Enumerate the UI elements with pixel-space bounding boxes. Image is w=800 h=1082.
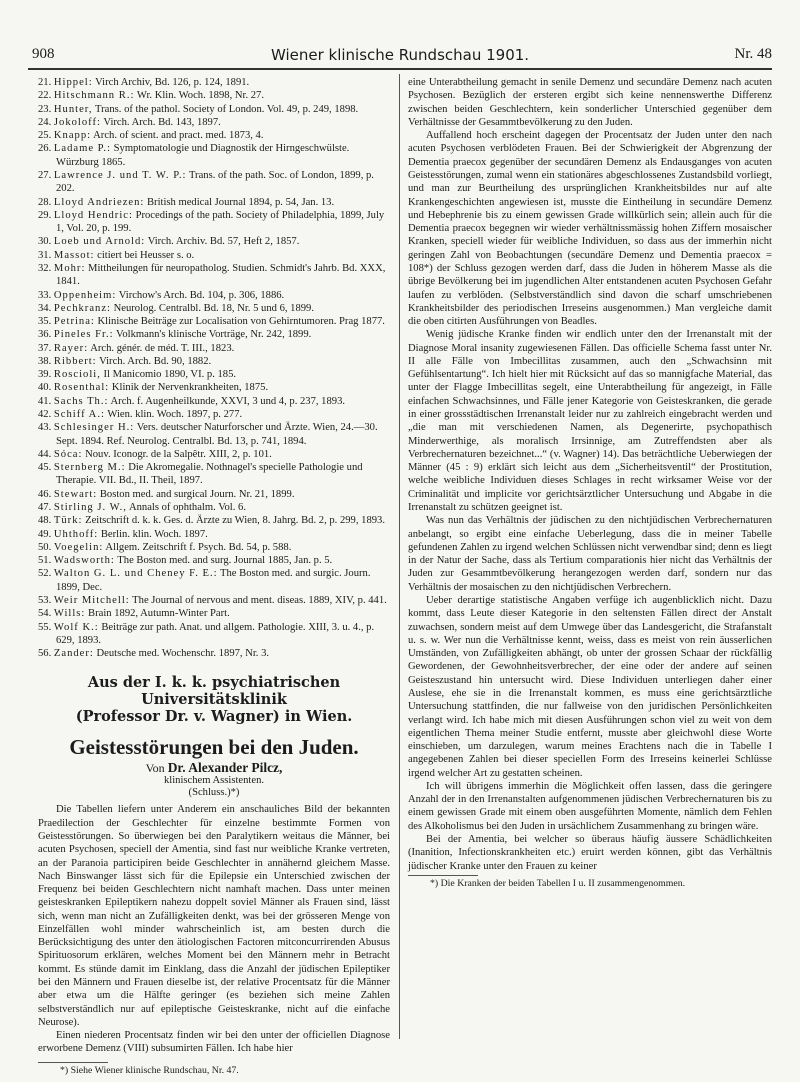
reference-number: 56. (38, 648, 52, 660)
reference-author: Roscioli, (53, 369, 101, 381)
reference-text: Mittheilungen für neuropatholog. Studien. Schmidt's Jahrb. Bd. XXX, 1841. (56, 262, 386, 288)
reference-item (38, 315, 390, 328)
reference-author: Hitschmann R.: (53, 90, 135, 102)
reference-text: Berlin. klin. Woch. 1897. (98, 528, 208, 540)
reference-item (38, 76, 390, 89)
reference-text: Il Manicomio 1890, VI. p. 185. (100, 369, 237, 381)
reference-number: 51. (38, 555, 52, 567)
reference-author: Oppenheim: (53, 289, 117, 301)
reference-text: Boston med. and surgical Journ. Nr. 21, 1899. (97, 488, 295, 500)
reference-author: Jokoloff: (53, 116, 101, 128)
reference-author: Pechkranz: (53, 302, 111, 314)
reference-author: Lloyd Andriezen: (53, 196, 145, 208)
reference-author: Stirling J. W., (53, 502, 127, 513)
reference-author: Pineles Fr.: (53, 329, 114, 341)
reference-item (38, 607, 390, 620)
reference-text: Die Akromegalie. Nothnagel's specielle Pathologie und Therapie. VII. Bd., II. Theil, 1897. (56, 462, 363, 487)
reference-text: Brain 1892, Autumn-Winter Part. (85, 608, 230, 620)
reference-item (38, 368, 390, 381)
reference-number: 24. (38, 116, 52, 128)
section-heading-line2: (Professor Dr. v. Wagner) in Wien. (75, 708, 353, 726)
reference-item (38, 461, 390, 488)
journal-title: Wiener klinische Rundschau 1901. (270, 46, 530, 64)
reference-number: 53. (38, 594, 52, 606)
reference-number: 23. (38, 103, 52, 115)
reference-text: Annals of ophthalm. Vol. 6. (126, 502, 246, 513)
reference-item (38, 554, 390, 567)
column-divider (399, 74, 400, 1039)
reference-number: 46. (38, 488, 52, 500)
reference-author: Sóca: (53, 448, 83, 460)
reference-item (38, 342, 390, 355)
reference-number: 48. (38, 515, 52, 527)
issue-number: Nr. 48 (734, 46, 772, 62)
reference-text: Wien. klin. Woch. 1897, p. 277. (104, 409, 243, 421)
reference-item (38, 488, 390, 501)
reference-item (38, 408, 390, 421)
body-paragraph: eine Unterabtheilung gemacht in senile Demenz und secundäre Demenz nach acuten Psychosen. Bezüglich der ersteren ergibt sich keine nennenswerthe Differenz zwischen beiden Geschlechtern, kein sonderlicher Unterschied gegenüber dem Verhältnisse der Gesammtbevölkerung zu den Juden. (408, 77, 772, 128)
reference-number: 27. (38, 169, 52, 181)
reference-number: 40. (38, 382, 52, 394)
reference-author: Knapp: (53, 130, 92, 142)
reference-number: 35. (38, 316, 52, 328)
reference-author: Loeb und Arnold: (53, 236, 146, 248)
body-paragraph: Wenig jüdische Kranke finden wir endlich unter den der Irrenanstalt mit der Diagnose Moral insanity zugewiesenen Fällen. Das officielle Schema fasst unter Nr. II alle Fälle von Imbecillitas zusammen, auch den „Schwachsinn mit Gefühlsentartung“. Ich hielt hier mit Rücksicht auf das so mannigfache Material, das unter der Flagge Imbecillitas segelt, eine Unterabtheilung für angezeigt, in Fälle einfachen Schwachsinnes, und Fälle jener Kategorie von Geisteskranken, die gerade in einer grossstädtischen Irrenanstalt leider nur zu zahlreich eingebracht werden und „die man mit verschiedenen Namen, als Degenerirte, psychopathisch Minderwerthige, als moralisch Irrsinnige, am Zutreffendsten aber als Verbrechernaturen bezeichnet...“ (v. Wagner) 14). Das beträchtliche Ueberwiegen der Männer (45 : 9) erklärt sich leicht aus dem „Sicherheitsventil“ der Prostitution, welche weibliche Individuen dieses Schlages in recht wirksamer Weise vor der Criminalität und implicite vor gerichtsärztlicher Untersuchung und Abgabe in die Irrenanstalt zu schützen geeignet ist. (408, 329, 772, 513)
reference-author: Wadsworth: (53, 555, 115, 567)
reference-item (38, 169, 390, 196)
reference-number: 25. (38, 130, 52, 142)
author-role: klinischem Assistenten. (163, 775, 265, 787)
reference-number: 31. (38, 249, 52, 261)
reference-number: 28. (38, 196, 52, 208)
reference-text: Klinische Beiträge zur Localisation von Gehirntumoren. Prag 1877. (94, 316, 385, 328)
reference-number: 45. (38, 462, 52, 474)
reference-number: 54. (38, 608, 52, 620)
reference-number: 34. (38, 302, 52, 314)
footnote-rule (408, 875, 478, 876)
reference-number: 50. (38, 541, 52, 553)
reference-text: Virchow's Arch. Bd. 104, p. 306, 1886. (116, 289, 285, 301)
reference-item (38, 262, 390, 289)
reference-item (38, 448, 390, 461)
reference-text: Nouv. Iconogr. de la Salpêtr. XIII, 2, p. 101. (82, 448, 272, 460)
page-header (28, 46, 772, 66)
reference-text: The Journal of nervous and ment. diseas. 1889, XIV, p. 441. (129, 594, 387, 606)
reference-item (38, 289, 390, 302)
reference-number: 30. (38, 236, 52, 248)
reference-text: Beiträge zur path. Anat. und allgem. Pathologie. XIII, 3. u. 4., p. 629, 1893. (56, 621, 375, 646)
reference-list (38, 76, 390, 660)
article-author: Dr. Alexander Pilcz, (167, 760, 283, 776)
reference-author: Türk: (53, 515, 83, 527)
reference-text: Symptomatologie und Diagnostik der Hirngeschwülste. Würzburg 1865. (56, 143, 350, 168)
reference-item (38, 594, 390, 607)
byline-prefix: Von (145, 761, 165, 776)
reference-number: 49. (38, 528, 52, 540)
footnote: *) Die Kranken der beiden Tabellen I u. II zusammengenommen. (430, 877, 686, 889)
reference-text: Deutsche med. Wochenschr. 1897, Nr. 3. (93, 648, 270, 660)
reference-author: Lawrence J. und T. W. P.: (53, 169, 187, 181)
body-paragraph: Ueber derartige statistische Angaben verfüge ich augenblicklich nicht. Dazu kommt, dass Leute dieser Kategorie in den seltensten Fällen direct der Anstalt zuwachsen, sondern meist auf dem Umwege über das Landesgericht, die Strafanstalt u. s. w. Wer nun die Verhältnisse kennt, weiss, dass es meist von rein äusserlichen Umständen, von Zufälligkeiten abhängt, ob unter der grossen Schaar der rückfällig Gewordenen, der Gewohnheitsverbrecher, der eine oder der andere auf seinen Geisteszustand hin untersucht wird. Diese Individuen unterliegen daher einer Auslese, ehe sie in die Irrenanstalt kommen, es muss eine gerichtsärztliche Untersuchung stattfinden, die nur fallweise von den juridischen Persönlichkeiten verlangt wird. Ich habe mich mit diesen Ausführungen schon viel zu weit von dem eigentlichen Thema meiner Studie entfernt, musste aber gleichwohl diese Worte einschieben, um darzulegen, warum meines Erachtens nach die in Tabelle I angegebenen Zahlen bei dieser speciellen Form des Irreseins keinerlei Schlüsse irgend welcher Art zu gestatten scheinen. (408, 594, 772, 779)
reference-item (38, 116, 390, 129)
reference-item (38, 355, 390, 368)
reference-item (38, 129, 390, 142)
reference-author: Hunter, (53, 103, 93, 115)
reference-text: Trans. of the path. Soc. of London, 1899, p. 202. (56, 169, 374, 195)
reference-text: The Boston med. and surg. Journal 1885, Jan. p. 5. (114, 555, 333, 567)
header-rule (28, 68, 772, 70)
continuation-note: (Schluss.)*) (188, 787, 240, 799)
reference-item (38, 196, 390, 209)
reference-number: 33. (38, 289, 52, 301)
reference-author: Mohr: (53, 262, 86, 274)
reference-text: Virch. Arch. Bd. 90, 1882. (96, 355, 212, 367)
reference-item (38, 514, 390, 527)
reference-author: Ribbert: (53, 355, 97, 367)
reference-text: Arch. génér. de méd. T. III., 1823. (88, 342, 235, 354)
reference-item (38, 381, 390, 394)
reference-author: Schiff A.: (53, 409, 105, 421)
body-paragraph: Auffallend hoch erscheint dagegen der Procentsatz der Juden unter den nach acuten Psychosen verblödeten Frauen. Bei der Schwierigkeit der Abgrenzung der Dementia praecox gegenüber der secundären Demenz als Endausganges von acuten Geistesstörungen, zumal wenn ein stationäres abgeschlossenes Zustandsbild vorliegt, und man zur Beurtheilung des ursprünglichen Krankheitsbildes nur auf alte Krankengeschichten angewiesen ist, musste die Eintheilung in secundäre Demenz und Hebephrenie bis zu einem gewissen Grade willkürlich sein; allein auch für die Dementia praecox begegnen wir wieder verhältnissmässig hohen Ziffern mosaischer Kranken, speciell wieder für weibliche Individuen, so dass aus der immerhin nicht geringen Zahl von Beobachtungen (secundäre Demenz und Dementia praecox = 108*) der Schluss gezogen werden darf, dass die Juden in höherem Masse als die übrige Bevölkerung bei im jugendlichen Alter entstandenen acuten Psychosen Gefahr laufen zu verblöden. (Selbstverständlich sind davon die scharf umschriebenen Krankheitsbilder des periodischen Irreseins ausgenommen.) Man vergleiche damit die oben citirten Ausführungen von Beadles. (408, 130, 772, 328)
reference-item (38, 249, 390, 262)
reference-item (38, 209, 390, 236)
reference-item (38, 103, 390, 116)
reference-text: Volkmann's klinische Vorträge, Nr. 242, 1899. (113, 329, 312, 341)
reference-author: Wills: (53, 608, 86, 620)
reference-item (38, 621, 390, 648)
article-byline (38, 761, 390, 775)
reference-author: Wolf K.: (53, 621, 99, 633)
reference-text: Neurolog. Centralbl. Bd. 18, Nr. 5 und 6, 1899. (110, 302, 314, 314)
reference-number: 36. (38, 329, 52, 341)
reference-text: Procedings of the path. Society of Philadelphia, 1899, July 1, Vol. 20, p. 199. (56, 209, 385, 235)
reference-item (38, 528, 390, 541)
reference-item (38, 421, 390, 448)
reference-number: 52. (38, 568, 52, 580)
reference-number: 26. (38, 143, 52, 155)
section-heading (38, 674, 390, 725)
reference-text: Virch. Archiv. Bd. 57, Heft 2, 1857. (145, 236, 300, 248)
reference-author: Sternberg M.: (53, 462, 126, 474)
reference-text: Arch. of scient. and pract. med. 1873, 4. (91, 130, 264, 142)
reference-author: Petrina: (53, 316, 95, 328)
reference-number: 47. (38, 502, 52, 513)
reference-number: 37. (38, 342, 52, 354)
right-column (408, 76, 772, 890)
reference-text: Vers. deutscher Naturforscher und Ärzte. Wien, 24.—30. Sept. 1894. Ref. Neurolog. Centralbl. Bd. 13, p. 741, 1894. (56, 422, 378, 447)
reference-number: 32. (38, 262, 52, 274)
reference-author: Voegelin: (53, 541, 104, 553)
body-paragraph: Ich will übrigens immerhin die Möglichkeit offen lassen, dass die geringere Anzahl der in den Irrenanstalten aufgenommenen jüdischen Verbrechernaturen bis zu einem gewissen Grade mit einem oben ausgeführten Momente, nämlich dem Fehlen des Alkoholismus bei den Juden in ursächlichem Zusammenhang zu bringen wäre. (408, 780, 772, 832)
reference-text: Trans. of the pathol. Society of London. Vol. 49, p. 249, 1898. (92, 103, 359, 115)
body-paragraph: Was nun das Verhältnis der jüdischen zu den nichtjüdischen Verbrechernaturen anbelangt, so ergibt eine einfache Ueberlegung, dass die in meiner Tabelle gefundenen Zahlen zu irgend welchen Schlüssen nicht verwendbar sind; denn es liegt in der Natur der Sache, dass als Tertium comparationis hier nicht das Verhältnis der Juden zur Gesammtbevölkerung herangezogen werden darf, sondern nur das Verhältnis der mosaischen zu den nichtjüdischen Verbrechern. (408, 515, 772, 593)
reference-item (38, 647, 390, 660)
reference-author: Ladame P.: (53, 143, 111, 155)
reference-author: Hippel: (53, 77, 93, 88)
reference-author: Stewart: (53, 488, 98, 500)
reference-item (38, 567, 390, 594)
reference-item (38, 328, 390, 341)
footnote: *) Siehe Wiener klinische Rundschau, Nr. 47. (60, 1064, 239, 1076)
reference-item (38, 395, 390, 408)
reference-item (38, 142, 390, 169)
body-paragraph: Einen niederen Procentsatz finden wir bei den unter der officiellen Diagnose erworbene Demenz (VIII) subsumirten Fällen. Ich habe hier (38, 1030, 390, 1055)
reference-text: Zeitschrift d. k. k. Ges. d. Ärzte zu Wien, 8. Jahrg. Bd. 2, p. 299, 1893. (82, 515, 385, 527)
reference-item (38, 302, 390, 315)
left-column (38, 76, 390, 1077)
reference-author: Rayer: (53, 342, 89, 354)
reference-number: 41. (38, 395, 52, 407)
body-paragraph: Bei der Amentia, bei welcher so überaus häufig äussere Schädlichkeiten (Inanition, Infectionskrankheiten etc.) eruirt werden können, gibt das Verhältnis jüdischer Kranke unter den Frauen zu keiner (408, 834, 772, 872)
reference-text: citiert bei Heusser s. o. (94, 249, 195, 261)
reference-number: 21. (38, 77, 52, 88)
reference-number: 29. (38, 209, 52, 221)
reference-author: Zander: (53, 648, 94, 660)
reference-number: 44. (38, 448, 52, 460)
section-heading-line1: Aus der I. k. k. psychiatrischen Universitätsklinik (87, 674, 341, 709)
reference-item (38, 235, 390, 248)
reference-number: 22. (38, 90, 52, 102)
reference-text: Klinik der Nervenkrankheiten, 1875. (109, 382, 269, 394)
reference-author: Rosenthal: (53, 382, 110, 394)
reference-text: Virch. Arch. Bd. 143, 1897. (100, 116, 221, 128)
page-number: 908 (32, 46, 55, 62)
reference-number: 42. (38, 409, 52, 421)
body-paragraph: Die Tabellen liefern unter Anderem ein anschauliches Bild der bekannten Praedilection der Geschlechter für einzelne bestimmte Formen von Geistesstörungen. So überwiegen bei den Paralytikern weitaus die Männer, bei acuten Psychosen, speciell der Amentia, sind fast nur weibliche Kranke vertreten, an der Paranoia participiren beide Geschlechter in annähernd gleichem Masse. Nach Binswanger lässt sich für die Epilepsie ein Unterschied zwischen der Frequenz bei beiden Geschlechtern nicht namhaft machen. Dass unter meinen geisteskranken Epileptikern nahezu doppelt soviel Männer als Frauen sind, lässt sich, wenn man nicht an Zufälligkeiten denkt, was bei der grösseren Menge von Einzelfällen wohl minder wahrscheinlich ist, am besten durch die Berücksichtigung des unter den ätiologischen Factoren mitconcurrirenden Abusus Spirituosorum erklären, welches Moment bei den Männern mehr in Betracht kommt. Es stünde damit im Einklang, dass die Anzahl der jüdischen Epileptiker bei den Männern und Frauen dieselbe ist, der relative Procentsatz für die Männer aber etwa um die Hälfte geringer (es beziehen sich meine Zahlen selbstverständlich nur auf epileptische Geisteskranke, nicht auf die einfache Neurose). (38, 804, 390, 1028)
reference-author: Uhthoff: (53, 528, 99, 540)
reference-text: The Boston med. and surgic. Journ. 1899, Dec. (56, 568, 371, 593)
reference-item (38, 541, 390, 554)
reference-item (38, 89, 390, 102)
reference-text: Allgem. Zeitschrift f. Psych. Bd. 54, p. 588. (103, 541, 292, 553)
reference-author: Weir Mitchell: (53, 594, 130, 606)
article-title: Geistesstörungen bei den Juden. (69, 735, 359, 760)
reference-number: 43. (38, 422, 52, 434)
reference-number: 39. (38, 369, 52, 381)
reference-author: Massot: (53, 249, 95, 261)
reference-author: Lloyd Hendric: (53, 209, 133, 221)
footnote-rule (38, 1062, 108, 1063)
reference-author: Walton G. L. und Cheney F. E.: (53, 568, 218, 580)
reference-number: 55. (38, 621, 52, 633)
reference-item (38, 501, 390, 514)
reference-author: Sachs Th.: (53, 395, 109, 407)
reference-text: Virch Archiv, Bd. 126, p. 124, 1891. (92, 77, 250, 88)
reference-text: British medical Journal 1894, p. 54, Jan. 13. (144, 196, 335, 208)
reference-text: Arch. f. Augenheilkunde, XXVI, 3 und 4, p. 237, 1893. (108, 395, 346, 407)
reference-text: Wr. Klin. Woch. 1898, Nr. 27. (134, 90, 264, 102)
reference-number: 38. (38, 355, 52, 367)
reference-author: Schlesinger H.: (53, 422, 135, 434)
